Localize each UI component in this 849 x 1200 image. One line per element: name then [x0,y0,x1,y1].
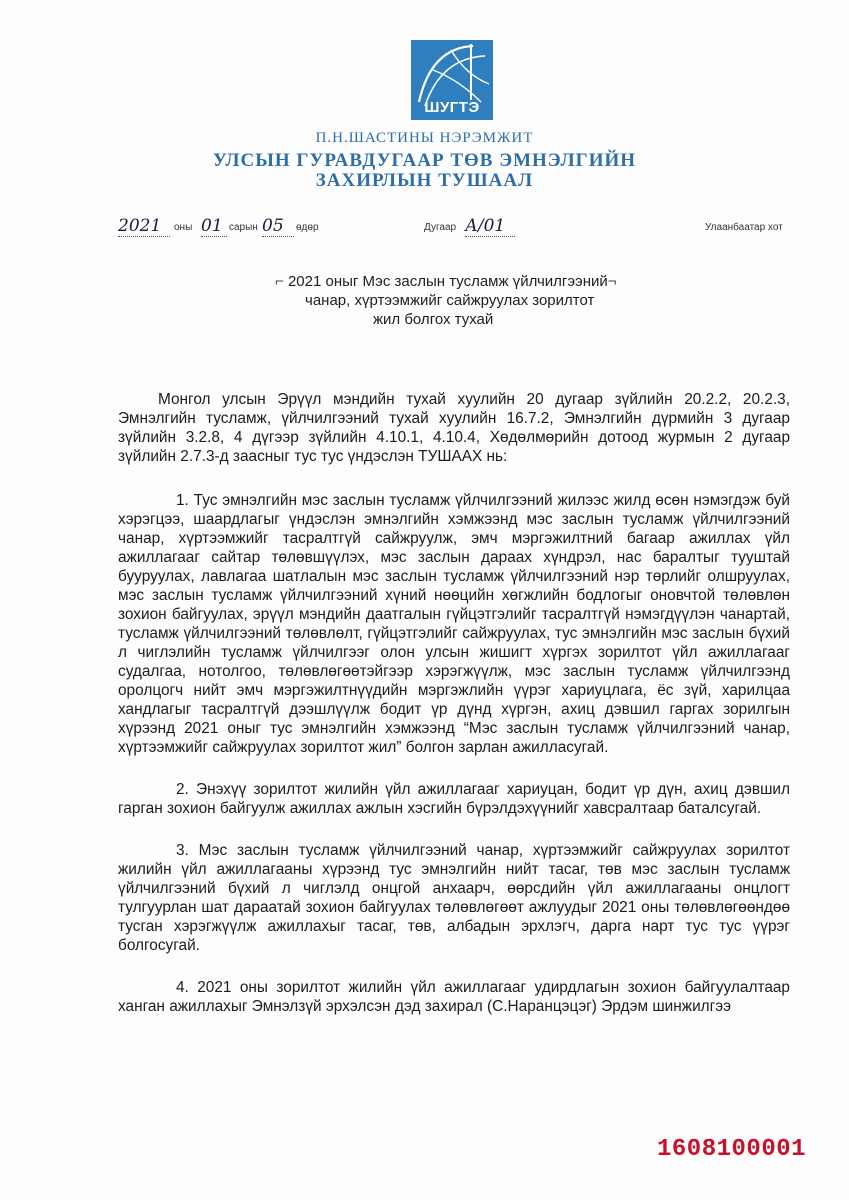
dateline [0,216,849,240]
org-name-prefix: П.Н.ШАСТИНЫ НЭРЭМЖИТ [315,130,534,146]
date-year-label: оны [174,222,193,233]
date-month-label: сарын [229,222,258,233]
document-serial-number: 1608100001 [657,1136,807,1163]
hospital-logo [411,40,493,120]
date-day: 05 [262,216,294,237]
subject-line-1: 2021 оныг Мэс заслын тусламж үйлчилгээний [287,273,608,290]
order-item-1: 1. Тус эмнэлгийн мэс заслын тусламж үйлчилгээний жилээс жилд өсөн нэмэгдэж буй хэрэгцээ, шаардлагыг үндэслэн эмнэлгийн хэмжээнд мэс заслын тусламж үйлчилгээний чанар, хүртээмжийг тасралтгүй сайжруулж, эмч мэргэжилтний багаар ажиллах үйл ажиллагааг сайтар төлөвшүүлэх, мэс заслын дараах хүндрэл, нас баралтыг тууштай бууруулах, лавлагаа шатлалын мэс заслын тусламж үйлчилгээний нэр төрлийг олшруулах, мэс заслын тусламж үйлчилгээний хүний нөөцийн хөгжлийн бодлогыг оновчтой төлөвлөн зохион байгуулах, эрүүл мэндийн даатгалын гүйцэтгэлийг тасралтгүй нэмэгдүүлэн чанартай, тусламж үйлчилгээний төлөвлөлт, гүйцэтгэлийг сайжруулах, тус эмнэлгийн мэс заслын бүхий л чиглэлийн тусламж үйлчилгээг олон улсын жишигт хүргэх зорилтот үйл ажиллагааг судалгаа, нотолгоо, төлөвлөгөөтэйгээр хэрэгжүүлж, мэс заслын тусламж үйлчилгээнд оролцогч нийт эмч мэргэжилтнүүдийн мэргэжлийн үүрэг хариуцлага, ёс зүй, харилцаа хандлагыг тасралтгүй дээшлүүлж бодит үр дүнд хүргэн, ахиц дэвшил гаргах зорилгын хүрээнд 2021 оныг тус эмнэлгийн хэмжээнд “Мэс заслын тусламж үйлчилгээний чанар, хүртээмжийг сайжруулах зорилтот жил” болгон зарлан ажилласугай. [118,492,790,756]
order-item-4: 4. 2021 оны зорилтот жилийн үйл ажиллагааг удирдлагын зохион байгуулалтаар ханган ажиллахыг Эмнэлзүй эрхэлсэн дэд захирал (С.Наранцэцэг) Эрдэм шинжилгээ [118,979,790,1015]
logo-text: ШУГТЭ [424,99,480,116]
order-place: Улаанбаатар хот [705,222,783,233]
order-item-2: 2. Энэхүү зорилтот жилийн үйл ажиллагааг хариуцан, бодит үр дүн, ахиц дэвшил гарган зохион байгуулж ажиллах ажлын хэсгийн бүрэлдэхүүнийг хавсралтаар баталсугай. [118,781,790,817]
document-type: ЗАХИРЛЫН ТУШААЛ [315,170,534,191]
subject-line-2: чанар, хүртээмжийг сайжруулах зорилтот [305,292,595,309]
date-year: 2021 [118,216,170,237]
preamble-paragraph: Монгол улсын Эрүүл мэндийн тухай хуулийн 20 дугаар зүйлийн 20.2.2, 20.2.3, Эмнэлгийн тусламж, үйлчилгээний тухай хуулийн 16.7.2, Эмнэлгийн дүрмийн 3 дугаар зүйлийн 3.2.8, 4 дүгээр зүйлийн 4.10.1, 4.10.4, Хөдөлмөрийн дотоод журмын 2 дугаар зүйлийн 2.7.3-д заасныг тус тус үндэслэн ТУШААХ нь: [118,391,790,465]
order-number: А/01 [465,216,515,237]
order-number-label: Дугаар [424,222,457,233]
org-name: УЛСЫН ГУРАВДУГААР ТӨВ ЭМНЭЛГИЙН [212,150,637,171]
date-month: 01 [201,216,227,237]
date-day-label: өдөр [296,222,319,233]
subject-line-3: жил болгох тухай [373,311,494,328]
order-item-3: 3. Мэс заслын тусламж үйлчилгээний чанар, хүртээмжийг сайжруулах зорилтот жилийн үйл ажиллагааны хүрээнд тус эмнэлгийн нийт тасаг, төв мэс заслын тусламж үйлчилгээний бүхий л чиглэлд онцгой анхаарч, өөрсдийн үйл ажиллагааны онцлогт тулгуурлан шат дараатай зохион байгуулах төлөвлөгөөт ажлуудыг 2021 оны төлөвлөгөөндөө тусган хэрэгжүүлж ажиллахыг тасаг, төв, албадын эрхлэгч, дарга нарт тус тус үүрэг болгосугай. [118,842,790,954]
order-body [118,390,790,1016]
document-page: ШУГТЭ П.Н.ШАСТИНЫ НЭРЭМЖИТ УЛСЫН ГУРАВДУГААР ТӨВ ЭМНЭЛГИЙН ЗАХИРЛЫН ТУШААЛ 2021 оны 01 сарын 05 өдөр Дугаар А/01 Улаанбаатар хот ⌐ 2021 оныг Мэс заслын тусламж үйлчилгээний¬ чанар, хүртээмжийг сайжруулах зорилтот жил болгох тухай Монгол улсын Эрүүл мэндийн тухай хуулийн 20 дугаар зүйлийн 20.2.2, 20.2.3, Эмнэлгийн тусламж, үйлчилгээний тухай хуулийн 16.7.2, Эмнэлгийн дүрмийн 3 дугаар зүйлийн 3.2.8, 4 дүгээр зүйлийн 4.10.1, 4.10.4, Хөдөлмөрийн дотоод журмын 2 дугаар зүйлийн 2.7.3-д заасныг тус тус үндэслэн ТУШААХ нь: 1. Тус эмнэлгийн мэс заслын тусламж үйлчилгээний жилээс жилд өсөн нэмэгдэж буй хэрэгцээ, шаардлагыг үндэслэн эмнэлгийн хэмжээнд мэс заслын тусламж үйлчилгээний чанар, хүртээмжийг тасралтгүй сайжруулж, эмч мэргэжилтний багаар ажиллах үйл ажиллагааг сайтар төлөвшүүлэх, мэс заслын дараах хүндрэл, нас баралтыг тууштай бууруулах, лавлагаа шатлалын мэс заслын тусламж үйлчилгээний нэр төрлийг олшруулах, мэс заслын тусламж үйлчилгээний хүний нөөцийн хөгжлийн бодлогыг оновчтой төлөвлөн зохион байгуулах, эрүүл мэндийн даатгалын гүйцэтгэлийг тасралтгүй нэмэгдүүлэн чанартай, тусламж үйлчилгээний төлөвлөлт, гүйцэтгэлийг сайжруулах, тус эмнэлгийн мэс заслын бүхий л чиглэлийн тусламж үйлчилгээг олон улсын жишигт хүргэх зорилтот үйл ажиллагааг судалгаа, нотолгоо, төлөвлөгөөтэйгээр хэрэгжүүлж, мэс заслын тусламж үйлчилгээнд оролцогч нийт эмч мэргэжилтнүүдийн мэргэжлийн үүрэг хариуцлага, ёс зүй, харилцаа хандлагыг тасралтгүй дээшлүүлж бодит үр дүнд хүргэн, ахиц дэвшил гаргах зорилгын хүрээнд 2021 оныг тус эмнэлгийн хэмжээнд “Мэс заслын тусламж үйлчилгээний чанар, хүртээмжийг сайжруулах зорилтот жил” болгон зарлан ажилласугай. 2. Энэхүү зорилтот жилийн үйл ажиллагааг хариуцан, бодит үр дүн, ахиц дэвшил гарган зохион байгуулж ажиллах ажлын хэсгийн бүрэлдэхүүнийг хавсралтаар баталсугай. 3. Мэс заслын тусламж үйлчилгээний чанар, хүртээмжийг сайжруулах зорилтот жилийн үйл ажиллагааны хүрээнд тус эмнэлгийн нийт тасаг, төв мэс заслын тусламж үйлчилгээний бүхий л чиглэлд онцгой анхаарч, өөрсдийн үйл ажиллагааны онцлогт тулгуурлан шат дараатай зохион байгуулах төлөвлөгөөт ажлуудыг 2021 оны төлөвлөгөөндөө тусган хэрэгжүүлж ажиллахыг тасаг, төв, албадын эрхлэгч, дарга нарт тус тус үүрэг болгосугай. 4. 2021 оны зорилтот жилийн үйл ажиллагааг удирдлагын зохион байгуулалтаар ханган ажиллахыг Эмнэлзүй эрхэлсэн дэд захирал (С.Наранцэцэг) Эрдэм шинжилгээ 1608100001 [0,0,849,1200]
